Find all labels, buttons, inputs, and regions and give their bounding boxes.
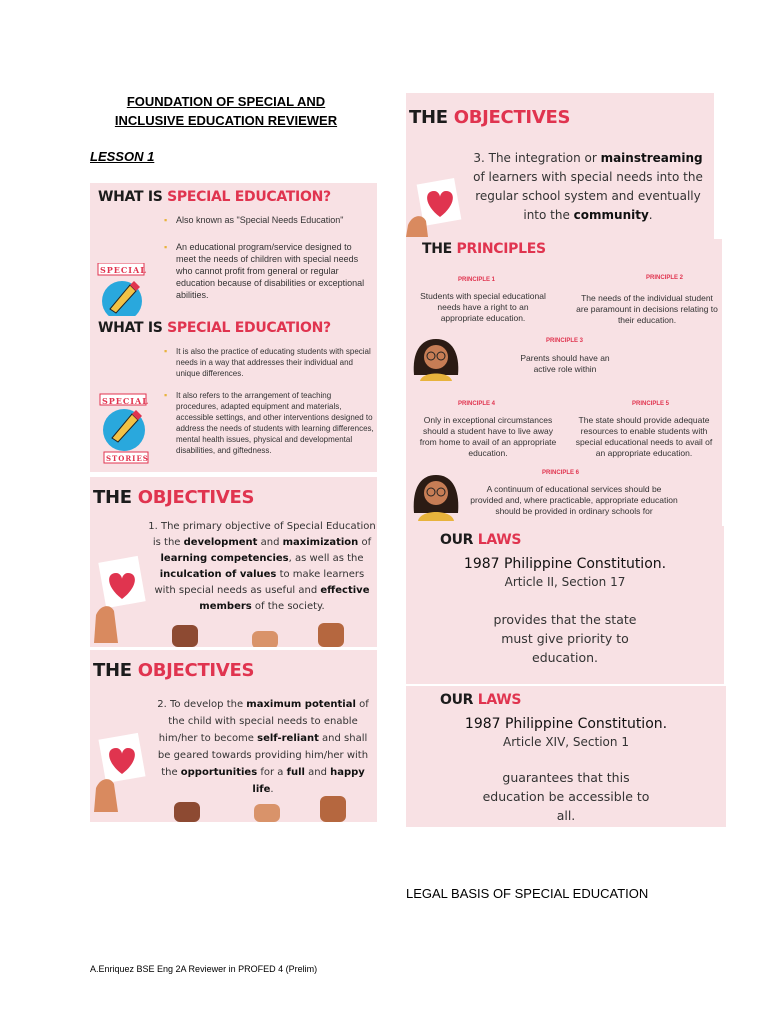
text-bold: happy life — [252, 767, 365, 795]
heading-part: THE — [93, 660, 138, 681]
bullet-2: ▪ It also refers to the arrangement of teaching procedures, adapted equipment and materials, accessible settings, and other interventions designed to address the needs of students with learning differences, mental health issues, physical and developmental disabilities, and giftedness. — [176, 390, 374, 456]
text-bold: effective members — [199, 585, 370, 612]
heading-part: THE — [422, 241, 457, 257]
fist-icon — [248, 627, 282, 647]
text-bold: maximization — [282, 537, 359, 548]
text-part: 1. The primary objective of Special Education is the — [148, 521, 376, 548]
heading-part: THE — [409, 107, 454, 128]
card-what-is-special-education-1 — [90, 183, 377, 320]
principle-4-text: Only in exceptional circumstances should a student have to live away from home to avail of an appropriate education. — [419, 415, 557, 458]
heading-highlight: OBJECTIVES — [453, 107, 571, 128]
principle-3-text: Parents should have an active role within — [520, 353, 610, 374]
card-objectives-3 — [406, 93, 714, 239]
heading-part: OUR — [440, 532, 478, 548]
text-part: and — [304, 767, 331, 778]
law-article: Article XIV, Section 1 — [503, 735, 629, 749]
text-part: . — [270, 784, 274, 795]
text-part: of the child with special needs to enable him/her to become — [158, 699, 369, 744]
card-heading — [98, 320, 331, 336]
text-bold: opportunities — [180, 767, 258, 778]
heading-part: OUR — [440, 692, 478, 708]
fist-icon — [170, 798, 204, 822]
card-objectives-2 — [90, 650, 377, 822]
objective-3-text — [468, 149, 708, 225]
principle-6-label: PRINCIPLE 6 — [542, 470, 580, 476]
text-part: of learners with special needs into the regular school system and eventually into the — [473, 170, 703, 222]
heart-hand-icon — [406, 177, 462, 237]
title-line-1: FOUNDATION OF SPECIAL AND — [126, 94, 326, 109]
heading-part: WHAT IS — [98, 320, 168, 336]
card-heading — [409, 107, 570, 128]
card-heading — [440, 692, 521, 708]
text-part: of — [358, 537, 372, 548]
text-part: to make learners with special needs as useful and — [154, 569, 365, 596]
heading-highlight: OBJECTIVES — [137, 487, 255, 508]
principle-6-text: A continuum of educational services should be provided and, where practicable, appropriate education should be provided in ordinary schools for — [470, 484, 678, 516]
objective-1-text — [148, 519, 376, 615]
card-principles-1 — [406, 239, 722, 381]
text-part: 2. To develop the — [157, 699, 247, 710]
principle-3-label: PRINCIPLE 3 — [546, 338, 584, 344]
fist-icon — [250, 800, 284, 822]
card-heading — [422, 241, 546, 257]
law-body: provides that the state must give priority to education. — [493, 612, 637, 665]
text-part: . — [648, 208, 653, 222]
law-article: Article II, Section 17 — [504, 575, 626, 589]
card-objectives-1 — [90, 477, 377, 647]
card-heading — [98, 189, 331, 205]
principle-4-label: PRINCIPLE 4 — [458, 401, 496, 407]
heading-highlight: LAWS — [477, 532, 522, 548]
card-heading — [93, 487, 254, 508]
text-part: and — [257, 537, 283, 548]
icon-label: SPECIAL — [100, 265, 147, 275]
heading-part: WHAT IS — [98, 189, 168, 205]
heading-highlight: OBJECTIVES — [137, 660, 255, 681]
objective-2-text — [152, 696, 374, 798]
text-part: , as well as the — [288, 553, 364, 564]
heart-hand-icon — [92, 555, 146, 643]
woman-avatar-icon — [408, 469, 464, 521]
card-what-is-special-education-2 — [90, 316, 377, 472]
text-bold: full — [286, 767, 305, 778]
lesson-label: LESSON 1 — [90, 149, 155, 164]
principle-2-text: The needs of the individual student are paramount in decisions relating to their education. — [576, 293, 718, 325]
legal-basis-heading: LEGAL BASIS OF SPECIAL EDUCATION — [406, 886, 649, 901]
bullet-2: ▪ An educational program/service designed to meet the needs of children with special needs who cannot profit from general or regular education because of disabilities or exceptional abilities. — [176, 241, 371, 301]
woman-avatar-icon — [408, 335, 464, 381]
fist-icon — [168, 621, 202, 647]
text-bold: learning competencies — [160, 553, 289, 564]
text-part: and shall be geared towards providing him/her with the — [157, 733, 369, 778]
text-bold: maximum potential — [246, 699, 356, 710]
icon-label-2: STORIES — [106, 454, 149, 463]
text-bold: self-reliant — [257, 733, 319, 744]
heart-hand-icon — [92, 732, 146, 812]
text-bold: development — [183, 537, 258, 548]
law-title: 1987 Philippine Constitution. — [463, 556, 667, 572]
principle-1-text: Students with special educational needs have a right to an appropriate education. — [420, 291, 546, 323]
text-part: of the society. — [251, 601, 325, 612]
heading-highlight: LAWS — [477, 692, 522, 708]
heading-highlight: SPECIAL EDUCATION? — [167, 320, 331, 336]
document-title — [90, 92, 362, 130]
bullet-1: ▪ It is also the practice of educating students with special needs in a way that addresses their individual and unique differences. — [176, 346, 374, 379]
card-heading — [93, 660, 254, 681]
principle-5-label: PRINCIPLE 5 — [632, 401, 670, 407]
principle-5-text: The state should provide adequate resources to enable students with special educational needs to avail of an appropriate education. — [575, 415, 713, 458]
principle-2-label: PRINCIPLE 2 — [646, 275, 684, 281]
page-footer: A.Enriquez BSE Eng 2A Reviewer in PROFED 4 (Prelim) — [90, 964, 318, 974]
bullet-1: ▪ Also known as "Special Needs Education" — [176, 214, 371, 226]
text-bold: mainstreaming — [600, 151, 703, 165]
icon-label: SPECIAL — [102, 396, 149, 406]
text-bold: inculcation of values — [159, 569, 277, 580]
fist-icon — [314, 619, 348, 647]
text-part: for a — [257, 767, 287, 778]
heading-part: THE — [93, 487, 138, 508]
law-body: guarantees that this education be accessible to all. — [482, 770, 650, 823]
card-our-laws-1 — [406, 526, 724, 684]
law-title: 1987 Philippine Constitution. — [464, 716, 668, 732]
title-line-2: INCLUSIVE EDUCATION REVIEWER — [114, 113, 338, 128]
card-principles-2 — [406, 381, 722, 526]
card-heading — [440, 532, 521, 548]
principle-1-label: PRINCIPLE 1 — [458, 277, 496, 283]
text-part: 3. The integration or — [473, 151, 601, 165]
fist-icon — [316, 792, 350, 822]
heading-highlight: PRINCIPLES — [456, 241, 546, 257]
card-our-laws-2 — [406, 686, 726, 827]
text-bold: community — [573, 208, 649, 222]
heading-highlight: SPECIAL EDUCATION? — [167, 189, 331, 205]
